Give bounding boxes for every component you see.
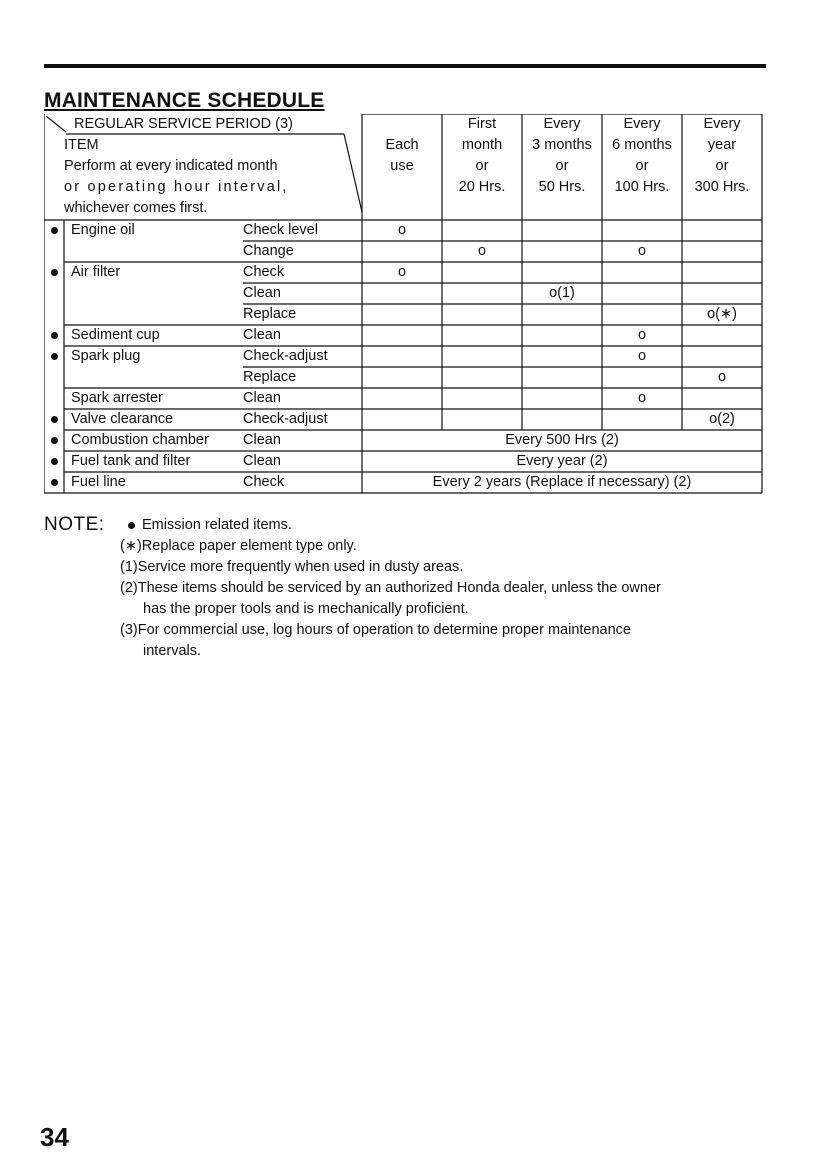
- service-mark: o: [637, 348, 647, 364]
- column-header-text: year: [707, 137, 737, 153]
- column-header-text: 300 Hrs.: [694, 179, 750, 195]
- service-mark: o: [717, 369, 727, 385]
- row-action: Check level: [243, 222, 318, 238]
- note-label: NOTE:: [44, 514, 105, 535]
- service-mark: o(2): [709, 411, 735, 427]
- column-header-text: 20 Hrs.: [458, 179, 506, 195]
- service-mark: o: [637, 390, 647, 406]
- column-header-text: or: [555, 158, 569, 174]
- span-interval: Every 2 years (Replace if necessary) (2): [432, 474, 692, 490]
- column-header-text: Each: [385, 137, 419, 153]
- top-rule: [44, 64, 766, 68]
- note-line: (3)For commercial use, log hours of operation to determine proper maintenance: [120, 622, 631, 638]
- emission-bullet-icon: [128, 522, 135, 529]
- service-mark: o(1): [549, 285, 575, 301]
- perform-instruction-line-2: or operating hour interval,: [64, 179, 289, 195]
- row-action: Check: [243, 474, 285, 490]
- column-header-text: month: [461, 137, 503, 153]
- emission-bullet-icon: [51, 479, 58, 486]
- page-title: MAINTENANCE SCHEDULE: [44, 89, 325, 112]
- row-item: Fuel tank and filter: [71, 453, 191, 469]
- column-header-text: or: [475, 158, 489, 174]
- note-line: (2)These items should be serviced by an authorized Honda dealer, unless the owner: [120, 580, 661, 596]
- row-action: Replace: [243, 369, 297, 385]
- emission-bullet-icon: [51, 269, 58, 276]
- note-line: intervals.: [143, 643, 202, 659]
- page-number: 34: [40, 1122, 69, 1152]
- maintenance-schedule-table: [44, 114, 764, 494]
- service-mark: o: [397, 264, 407, 280]
- column-header-text: use: [390, 158, 414, 174]
- row-action: Check-adjust: [243, 348, 328, 364]
- row-action: Clean: [243, 327, 281, 343]
- column-header-text: Every: [543, 116, 581, 132]
- row-action: Clean: [243, 453, 281, 469]
- emission-bullet-icon: [51, 416, 58, 423]
- span-interval: Every year (2): [516, 453, 608, 469]
- note-emission: Emission related items.: [142, 517, 292, 533]
- grid-line: [46, 116, 66, 132]
- row-item: Valve clearance: [71, 411, 174, 427]
- column-header-text: Every: [703, 116, 741, 132]
- emission-bullet-icon: [51, 332, 58, 339]
- row-action: Check-adjust: [243, 411, 328, 427]
- regular-service-period-label: REGULAR SERVICE PERIOD (3): [74, 116, 293, 132]
- grid-line: [344, 134, 362, 212]
- row-item: Engine oil: [71, 222, 135, 238]
- note-line: (∗)Replace paper element type only.: [120, 538, 357, 554]
- row-item: Spark arrester: [71, 390, 163, 406]
- row-item: Sediment cup: [71, 327, 160, 343]
- emission-bullet-icon: [51, 353, 58, 360]
- note-line: has the proper tools and is mechanically proficient.: [143, 601, 469, 617]
- row-item: Spark plug: [71, 348, 141, 364]
- row-item: Combustion chamber: [71, 432, 209, 448]
- column-header-text: 100 Hrs.: [614, 179, 670, 195]
- column-header-text: 3 months: [532, 137, 592, 153]
- emission-bullet-icon: [51, 458, 58, 465]
- row-item: Fuel line: [71, 474, 126, 490]
- perform-instruction-line-3: whichever comes first.: [64, 200, 208, 216]
- row-action: Clean: [243, 285, 281, 301]
- service-mark: o: [477, 243, 487, 259]
- column-header-text: 50 Hrs.: [538, 179, 586, 195]
- row-action: Check: [243, 264, 285, 280]
- row-action: Clean: [243, 432, 281, 448]
- emission-bullet-icon: [51, 437, 58, 444]
- note-line: (1)Service more frequently when used in dusty areas.: [120, 559, 464, 575]
- service-mark: o: [637, 243, 647, 259]
- service-mark: o: [637, 327, 647, 343]
- emission-bullet-icon: [51, 227, 58, 234]
- service-mark: o: [397, 222, 407, 238]
- column-header-text: 6 months: [612, 137, 672, 153]
- perform-instruction-line-1: Perform at every indicated month: [64, 158, 278, 174]
- service-mark: o(∗): [707, 306, 737, 322]
- span-interval: Every 500 Hrs (2): [505, 432, 619, 448]
- item-label: ITEM: [64, 137, 99, 153]
- row-item: Air filter: [71, 264, 121, 280]
- row-action: Replace: [243, 306, 297, 322]
- row-action: Change: [243, 243, 294, 259]
- column-header-text: or: [715, 158, 729, 174]
- column-header-text: Every: [623, 116, 661, 132]
- column-header-text: First: [467, 116, 497, 132]
- row-action: Clean: [243, 390, 281, 406]
- column-header-text: or: [635, 158, 649, 174]
